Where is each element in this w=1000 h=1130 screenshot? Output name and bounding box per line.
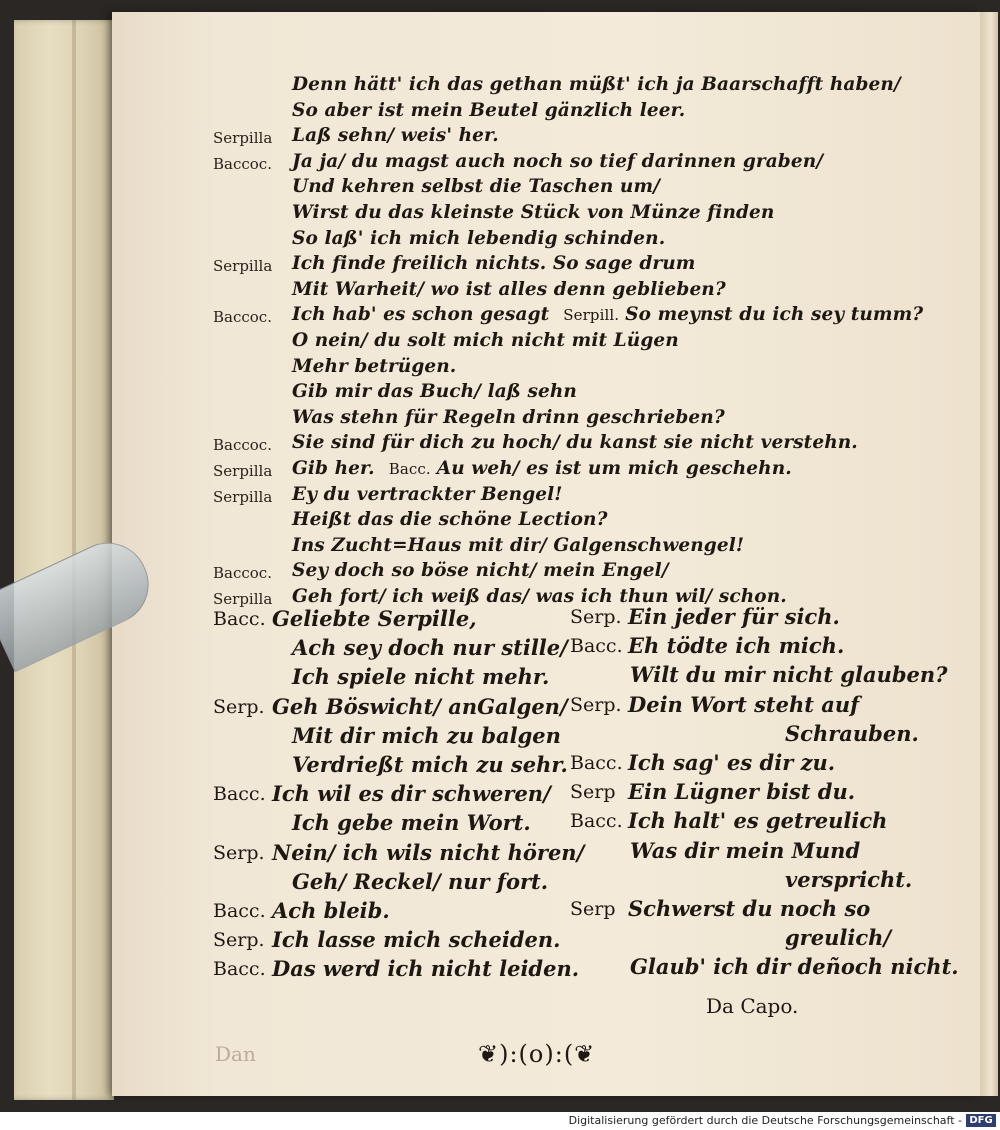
recitative-line — [292, 125, 499, 146]
aria-line-right: Glaub' ich dir deñoch nicht. — [630, 954, 959, 980]
aria-speaker-right: Serp. — [570, 606, 622, 628]
recitative-line-text: So laß' ich mich lebendig schinden. — [292, 227, 666, 249]
dfg-logo: DFG — [966, 1114, 996, 1127]
recitative-line — [292, 560, 669, 581]
aria-line-right: Ein Lügner bist du. — [628, 779, 856, 805]
recitative-line — [292, 74, 901, 95]
aria-speaker-right: Serp — [570, 781, 616, 804]
aria-line-right: Eh tödte ich mich. — [628, 633, 845, 659]
recitative-line-text: Und kehren selbst die Taschen um/ — [292, 176, 660, 198]
aria-line-left: Geh Böswicht/ anGalgen/ — [272, 693, 568, 719]
recitative-line — [292, 100, 685, 121]
aria-line-left: Ach sey doch nur stille/ — [292, 635, 568, 661]
speaker-label: Baccoc. — [213, 564, 272, 583]
aria-speaker-left: Bacc. — [213, 900, 266, 922]
aria-line-right: Was dir mein Mund — [630, 837, 861, 863]
aria-speaker-right: Serp. — [570, 693, 622, 716]
ornament-divider: ❦):(o):(❦ — [478, 1040, 596, 1068]
inline-line-text: So meynst du ich sey tumm? — [625, 304, 924, 326]
aria-line-left: Nein/ ich wils nicht hören/ — [272, 839, 585, 865]
recitative-line — [292, 253, 695, 274]
recitative-line-text: So aber ist mein Beutel gänzlich leer. — [292, 99, 686, 121]
aria-line-right: Ein jeder für sich. — [628, 604, 840, 629]
recitative-line — [292, 304, 923, 325]
recitative-line — [292, 535, 744, 556]
speaker-label: Baccoc. — [213, 308, 272, 327]
aria-line-left: Verdrießt mich zu sehr. — [292, 752, 568, 777]
recitative-line — [292, 407, 725, 428]
aria-line-left: Ach bleib. — [272, 898, 390, 923]
aria-line-left: Ich spiele nicht mehr. — [292, 664, 550, 690]
next-page-edge — [980, 12, 998, 1096]
aria-speaker-left: Serp. — [213, 929, 265, 952]
aria-speaker-left: Bacc. — [213, 783, 266, 806]
aria-line-right: verspricht. — [785, 866, 913, 892]
aria-speaker-right: Serp — [570, 898, 616, 920]
aria-line-right: Schrauben. — [785, 720, 919, 746]
aria-speaker-left: Serp. — [213, 841, 265, 864]
aria-line-left: Mit dir mich zu balgen — [292, 722, 561, 748]
speaker-label: Serpilla — [213, 462, 273, 480]
recitative-line-text: Gib mir das Buch/ laß sehn — [292, 381, 577, 403]
recitative-line-text: Ey du vertrackter Bengel! — [292, 483, 563, 505]
aria-speaker-right: Bacc. — [570, 752, 623, 774]
speaker-label: Serpilla — [213, 590, 273, 608]
recitative-line-text: Ich hab' es schon gesagt — [292, 304, 550, 326]
recitative-line-text: Mit Warheit/ wo ist alles denn geblieben? — [292, 278, 726, 300]
recitative-line-text: Ja ja/ du magst auch noch so tief darinnen graben/ — [292, 150, 824, 172]
da-capo-marking: Da Capo. — [706, 994, 799, 1018]
speaker-label: Baccoc. — [213, 436, 272, 455]
aria-line-right: Ich sag' es dir zu. — [628, 750, 836, 775]
recitative-line-text: Was stehn für Regeln drinn geschrieben? — [292, 406, 725, 428]
recitative-line-text: Mehr betrügen. — [292, 355, 457, 377]
recitative-line — [292, 279, 726, 300]
recitative-line — [292, 458, 792, 479]
recitative-line-text: Geh fort/ ich weiß das/ was ich thun wil/ schon. — [292, 586, 787, 607]
speaker-label: Serpilla — [213, 487, 273, 506]
speaker-label: Serpilla — [213, 129, 273, 148]
aria-line-left: Geliebte Serpille, — [272, 606, 477, 631]
recitative-line — [292, 151, 823, 172]
footer-bar — [0, 1112, 1000, 1130]
aria-speaker-left: Bacc. — [213, 958, 266, 981]
aria-speaker-right: Bacc. — [570, 810, 623, 833]
recitative-line-text: Gib her. — [292, 458, 375, 479]
aria-line-right: Wilt du mir nicht glauben? — [630, 662, 948, 688]
aria-line-left: Das werd ich nicht leiden. — [272, 956, 580, 982]
recitative-line-text: Laß sehn/ weis' her. — [292, 125, 499, 147]
aria-line-left: Ich lasse mich scheiden. — [272, 927, 561, 953]
recitative-line — [292, 356, 456, 377]
recitative-line — [292, 202, 774, 223]
recitative-line-text: Ins Zucht=Haus mit dir/ Galgenschwengel! — [292, 534, 745, 556]
inline-line-text: Au weh/ es ist um mich geschehn. — [436, 458, 792, 479]
recitative-line-text: O nein/ du solt mich nicht mit Lügen — [292, 330, 679, 351]
recitative-line — [292, 432, 858, 453]
aria-line-left: Ich wil es dir schweren/ — [272, 781, 551, 807]
recitative-line — [292, 381, 577, 402]
aria-line-left: Ich gebe mein Wort. — [292, 810, 531, 836]
recitative-line-text: Wirst du das kleinste Stück von Münze finden — [292, 202, 775, 223]
speaker-label: Baccoc. — [213, 154, 272, 173]
recitative-line — [292, 228, 665, 249]
recitative-line — [292, 509, 608, 530]
catchword: Dan — [215, 1042, 256, 1066]
footer-credit: Digitalisierung gefördert durch die Deutsche Forschungsgemeinschaft - — [568, 1114, 962, 1127]
aria-line-right: Ich halt' es getreulich — [628, 808, 888, 834]
recitative-line — [292, 484, 562, 505]
inline-speaker-label: Bacc. — [388, 460, 431, 478]
recitative-line-text: Sey doch so böse nicht/ mein Engel/ — [292, 560, 669, 582]
aria-line-right: greulich/ — [785, 925, 892, 951]
recitative-line-text: Sie sind für dich zu hoch/ du kanst sie nicht verstehn. — [292, 432, 858, 454]
recitative-line-text: Ich finde freilich nichts. So sage drum — [292, 253, 696, 275]
recitative-line — [292, 330, 679, 351]
recitative-line-text: Denn hätt' ich das gethan müßt' ich ja Baarschafft haben/ — [292, 74, 901, 95]
aria-line-right: Schwerst du noch so — [628, 896, 871, 921]
aria-line-left: Geh/ Reckel/ nur fort. — [292, 868, 549, 894]
aria-line-right: Dein Wort steht auf — [628, 691, 860, 717]
recitative-line — [292, 176, 660, 197]
speaker-label: Serpilla — [213, 257, 273, 276]
recitative-line-text: Heißt das die schöne Lection? — [292, 509, 608, 531]
inline-speaker-label: Serpill. — [563, 306, 620, 325]
aria-speaker-right: Bacc. — [570, 635, 623, 658]
aria-speaker-left: Bacc. — [213, 608, 266, 630]
aria-speaker-left: Serp. — [213, 695, 265, 718]
